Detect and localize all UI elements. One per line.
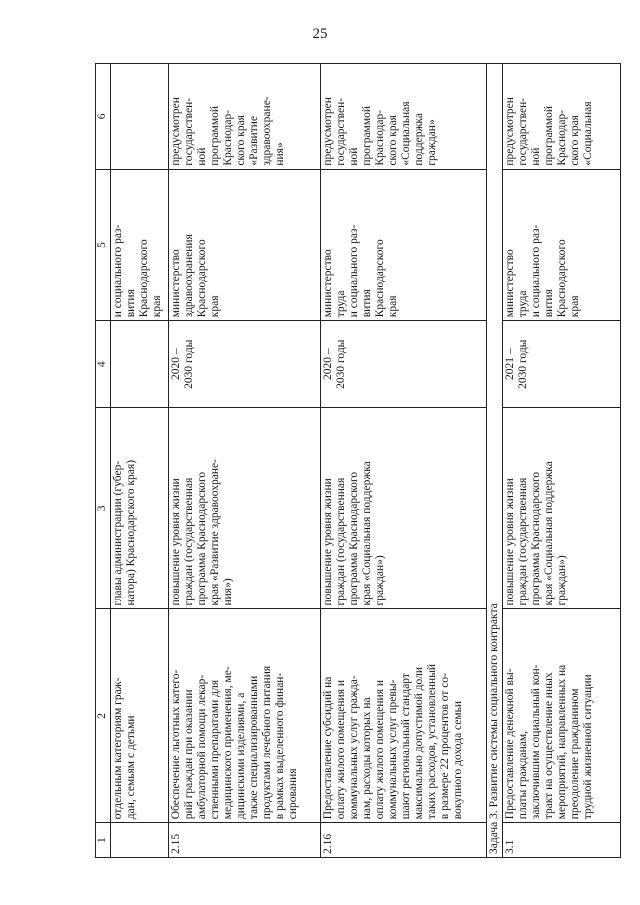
source-cell	[111, 64, 169, 170]
period-cell: 2021 – 2030 годы	[503, 321, 621, 408]
result-cell: главы администрации (губер- натора) Краснодарского края)	[111, 408, 169, 609]
header-row	[96, 64, 111, 858]
executor-cell: и социального раз- вития Краснодарского края	[111, 169, 169, 321]
period-cell	[111, 321, 169, 408]
table-row	[321, 64, 487, 858]
section-row	[487, 64, 503, 858]
header-col-2: 2	[96, 609, 111, 823]
measure-cell: Обеспечение льготных катего- рий граждан при оказании амбулаторной помощи лекар- ственными препаратами для медицинского применения, ме- дицинскими изделиями, а также специализированными продуктами лечебного питания в рамках выделенного финан- сирования	[169, 609, 321, 823]
header-col-4: 4	[96, 321, 111, 408]
header-col-3: 3	[96, 408, 111, 609]
page-number: 25	[312, 26, 328, 42]
row-number: 3.1	[503, 823, 621, 858]
table-row	[503, 64, 621, 858]
measures-table	[95, 63, 621, 858]
result-cell: повышение уровня жизни граждан (государственная программа Краснодарского края «Социальная поддержка граждан»)	[321, 408, 487, 609]
header-col-5: 5	[96, 169, 111, 321]
result-cell: повышение уровня жизни граждан (государственная программа Краснодарского края «Развитие здравоохране- ния»)	[169, 408, 321, 609]
result-cell: повышение уровня жизни граждан (государственная программа Краснодарского края «Социальная поддержка граждан»)	[503, 408, 621, 609]
executor-cell: министерство здравоохранения Краснодарского края	[169, 169, 321, 321]
executor-cell: министерство труда и социального раз- вития Краснодарского края	[321, 169, 487, 321]
row-number	[111, 823, 169, 858]
header-col-6: 6	[96, 64, 111, 170]
source-cell: предусмотрен государствен- ной программой Краснодар- ского края «Социальная	[503, 64, 621, 170]
rotated-table-container	[95, 63, 594, 858]
source-cell: предусмотрен государствен- ной программой Краснодар- ского края «Развитие здравоохране- ния»	[169, 64, 321, 170]
executor-cell: министерство труда и социального раз- вития Краснодарского края	[503, 169, 621, 321]
section-title: Задача 3. Развитие системы социального контракта	[487, 64, 503, 858]
header-col-1: 1	[96, 823, 111, 858]
row-number: 2.15	[169, 823, 321, 858]
source-cell: предусмотрен государствен- ной программой Краснодар- ского края «Социальная поддержка граждан»	[321, 64, 487, 170]
measure-cell: Предоставление субсидий на оплату жилого помещения и коммунальных услуг гражда- нам, расходы которых на оплату жилого помещения и коммунальных услуг превы- шают региональный стандарт максимально допустимой доли таких расходов, установленный в размере 22 процентов от со- вокупного дохода семьи	[321, 609, 487, 823]
table-row	[111, 64, 169, 858]
measure-cell: Предоставление денежной вы- платы гражданам, заключившим социальный кон- тракт на осуществление иных мероприятий, направленных на преодоление гражданином трудной жизненной ситуации	[503, 609, 621, 823]
row-number: 2.16	[321, 823, 487, 858]
period-cell: 2020 – 2030 годы	[321, 321, 487, 408]
period-cell: 2020 – 2030 годы	[169, 321, 321, 408]
measure-cell: отдельным категориям граж- дан, семьям с детьми	[111, 609, 169, 823]
table-row	[169, 64, 321, 858]
